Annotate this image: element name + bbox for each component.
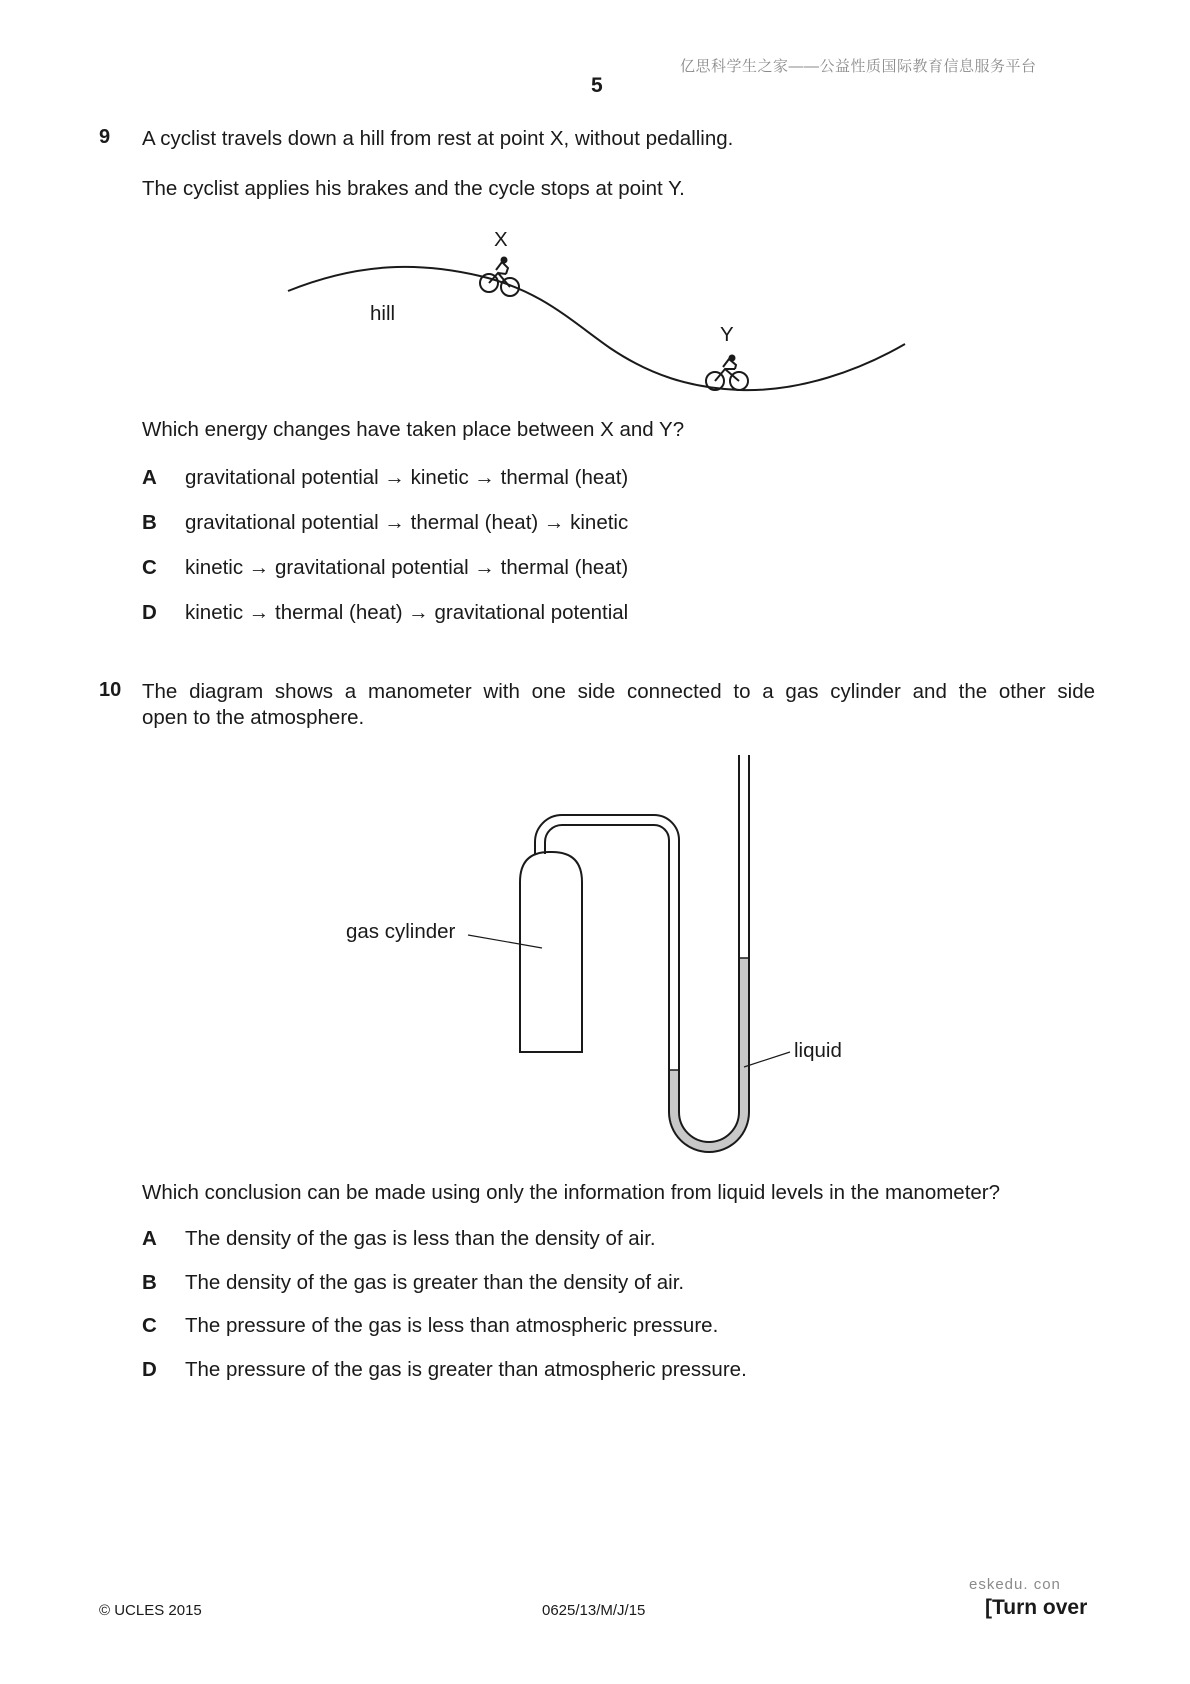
header-watermark: 亿思科学生之家——公益性质国际教育信息服务平台 <box>680 58 1037 75</box>
option-letter: C <box>142 556 157 579</box>
question-number: 9 <box>99 126 111 148</box>
turn-over: [Turn over <box>985 1596 1088 1619</box>
option-text: The density of the gas is greater than the density of air. <box>185 1271 685 1294</box>
question-prompt: Which conclusion can be made using only the information from liquid levels in the manometer? <box>142 1181 1001 1204</box>
question-text: The cyclist applies his brakes and the cycle stops at point Y. <box>142 177 685 200</box>
question-text: open to the atmosphere. <box>142 706 365 729</box>
question-prompt: Which energy changes have taken place between X and Y? <box>142 418 685 441</box>
footer-watermark: eskedu. con <box>969 1576 1061 1593</box>
point-y-label: Y <box>720 323 734 346</box>
option-text: The pressure of the gas is less than atmospheric pressure. <box>185 1314 719 1337</box>
liquid-label: liquid <box>794 1039 842 1062</box>
option-text: gravitational potential → thermal (heat) → kinetic <box>185 511 629 534</box>
hill-label: hill <box>370 302 396 325</box>
option-letter: D <box>142 601 157 624</box>
option-text: The density of the gas is less than the density of air. <box>185 1227 656 1250</box>
option-letter: C <box>142 1314 157 1337</box>
option-text: gravitational potential → kinetic → thermal (heat) <box>185 466 629 489</box>
option-letter: A <box>142 1227 157 1250</box>
option-letter: A <box>142 466 157 489</box>
gas-cylinder <box>520 852 582 1052</box>
option-text: kinetic → thermal (heat) → gravitational potential <box>185 601 629 624</box>
gas-cylinder-label: gas cylinder <box>346 920 456 943</box>
option-letter: B <box>142 1271 157 1294</box>
option-text: kinetic → gravitational potential → thermal (heat) <box>185 556 629 579</box>
option-letter: B <box>142 511 157 534</box>
question-text: A cyclist travels down a hill from rest at point X, without pedalling. <box>142 127 734 150</box>
paper-code: 0625/13/M/J/15 <box>542 1602 646 1619</box>
option-text: The pressure of the gas is greater than atmospheric pressure. <box>185 1358 747 1381</box>
question-number: 10 <box>99 679 122 701</box>
copyright: © UCLES 2015 <box>99 1602 202 1619</box>
page-number: 5 <box>591 74 603 97</box>
point-x-label: X <box>494 228 508 251</box>
option-letter: D <box>142 1358 157 1381</box>
question-text: The diagram shows a manometer with one side connected to a gas cylinder and the other side <box>142 680 1095 703</box>
